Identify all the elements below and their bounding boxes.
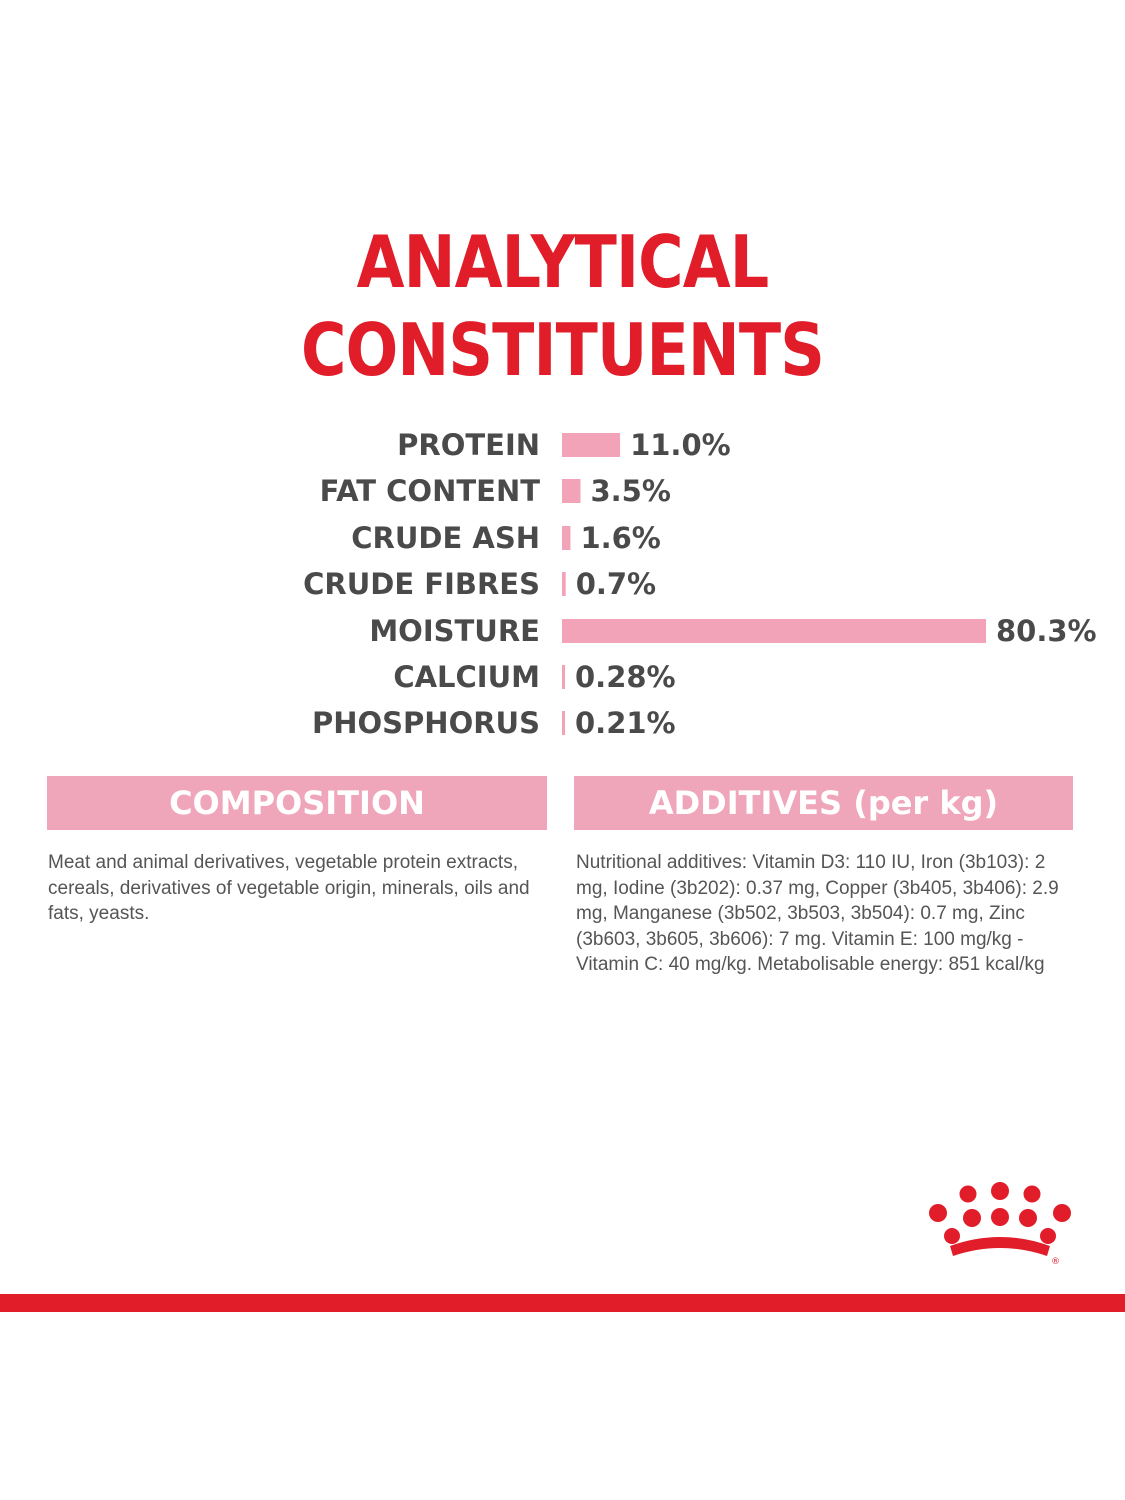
bar (562, 572, 566, 596)
bar (562, 433, 620, 457)
bar (562, 711, 565, 735)
bar (562, 619, 986, 643)
bottom-red-stripe (0, 1294, 1125, 1312)
category-label: CALCIUM (393, 660, 540, 694)
bar (562, 526, 570, 550)
value-label: 80.3% (996, 614, 1097, 648)
value-label: 0.21% (575, 706, 676, 740)
title-line-2: CONSTITUENTS (301, 308, 824, 392)
category-label: PHOSPHORUS (311, 706, 540, 740)
bar (562, 479, 580, 503)
crown-logo-icon (920, 1180, 1080, 1270)
additives-text: Nutritional additives: Vitamin D3: 110 IU, Iron (3b103): 2 mg, Iodine (3b202): 0.37 mg, Copper (3b405, 3b406): 2.9 mg, Manganese (3b502, 3b503, 3b504): 0.7 mg, Zinc (3b603, 3b605, 3b606): 7 mg. Vitamin E: 100 mg/kg - Vitamin C: 40 mg/kg. Metabolisable energy: 851 kcal/kg (576, 852, 1059, 975)
category-label: PROTEIN (397, 428, 540, 462)
title-line-1: ANALYTICAL (356, 220, 769, 304)
registered-mark: ® (1051, 1257, 1060, 1267)
composition-heading: COMPOSITION (47, 776, 547, 830)
composition-text: Meat and animal derivatives, vegetable protein extracts, cereals, derivatives of vegetable origin, minerals, oils and fats, yeasts. (48, 852, 530, 924)
value-label: 1.6% (580, 521, 661, 555)
value-label: 0.28% (575, 660, 676, 694)
category-label: CRUDE ASH (351, 521, 540, 555)
value-label: 3.5% (590, 474, 671, 508)
category-label: CRUDE FIBRES (303, 567, 540, 601)
category-label: MOISTURE (369, 614, 540, 648)
value-label: 0.7% (575, 567, 657, 601)
value-label: 11.0% (630, 428, 731, 462)
bar (562, 665, 565, 689)
category-label: FAT CONTENT (319, 474, 540, 508)
additives-heading: ADDITIVES (per kg) (574, 776, 1073, 830)
